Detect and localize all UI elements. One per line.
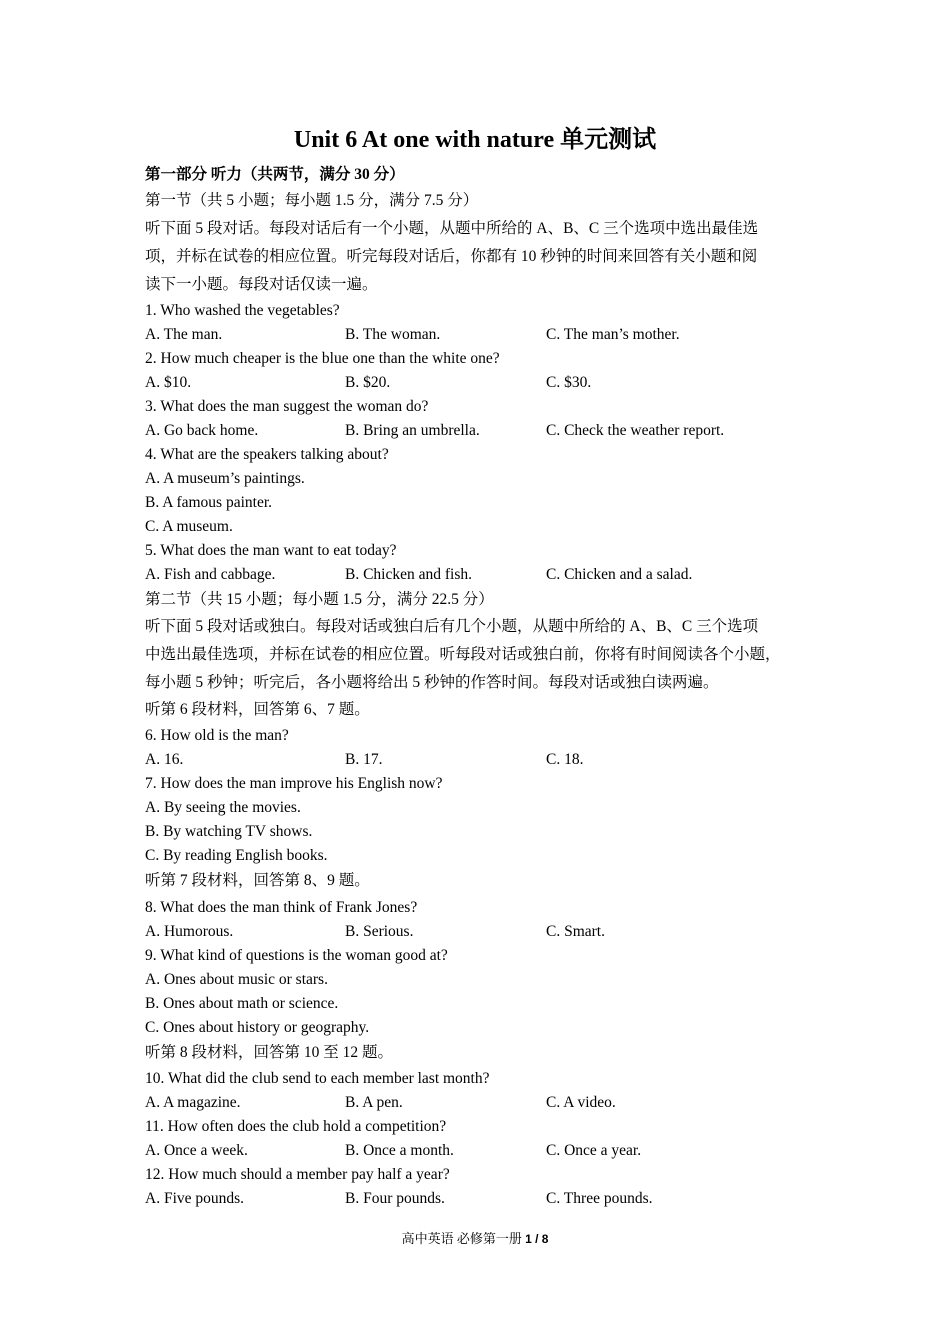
material-7-heading: 听第 7 段材料，回答第 8、9 题。 — [145, 872, 370, 889]
question-9: 9. What kind of questions is the woman good at? — [145, 947, 448, 964]
question-5: 5. What does the man want to eat today? — [145, 542, 397, 559]
option-b: B. Four pounds. — [345, 1190, 445, 1207]
option-c: C. Smart. — [546, 923, 605, 940]
option-a: A. A museum’s paintings. — [145, 470, 305, 487]
option-b: B. 17. — [345, 751, 383, 768]
option-b: B. The woman. — [345, 326, 441, 343]
question-2: 2. How much cheaper is the blue one than the white one? — [145, 350, 500, 367]
option-c: C. By reading English books. — [145, 847, 328, 864]
question-8: 8. What does the man think of Frank Jones? — [145, 899, 418, 916]
section2-instructions-line: 听下面 5 段对话或独白。每段对话或独白后有几个小题，从题中所给的 A、B、C 三个选项 — [145, 618, 759, 635]
option-a: A. Go back home. — [145, 422, 259, 439]
question-10: 10. What did the club send to each member last month? — [145, 1070, 490, 1087]
question-3: 3. What does the man suggest the woman do? — [145, 398, 429, 415]
option-c: C. $30. — [546, 374, 592, 391]
question-4: 4. What are the speakers talking about? — [145, 446, 389, 463]
option-b: B. By watching TV shows. — [145, 823, 313, 840]
option-a: A. Humorous. — [145, 923, 234, 940]
option-a: A. The man. — [145, 326, 223, 343]
option-b: B. Once a month. — [345, 1142, 454, 1159]
section1-instructions-line: 读下一小题。每段对话仅读一遍。 — [145, 276, 378, 293]
option-c: C. Chicken and a salad. — [546, 566, 693, 583]
option-b: B. $20. — [345, 374, 391, 391]
question-11: 11. How often does the club hold a competition? — [145, 1118, 447, 1135]
page-footer — [0, 1229, 950, 1249]
option-b: B. Bring an umbrella. — [345, 422, 480, 439]
option-b: B. A famous painter. — [145, 494, 273, 511]
option-a: A. By seeing the movies. — [145, 799, 301, 816]
option-c: C. Three pounds. — [546, 1190, 653, 1207]
section2-instructions-line: 每小题 5 秒钟；听完后，各小题将给出 5 秒钟的作答时间。每段对话或独白读两遍。 — [145, 674, 719, 691]
option-c: C. Ones about history or geography. — [145, 1019, 370, 1036]
material-8-heading: 听第 8 段材料，回答第 10 至 12 题。 — [145, 1044, 394, 1061]
option-a: A. Fish and cabbage. — [145, 566, 276, 583]
option-a: A. $10. — [145, 374, 192, 391]
option-c: C. Check the weather report. — [546, 422, 725, 439]
option-a: A. Ones about music or stars. — [145, 971, 328, 988]
option-b: B. Serious. — [345, 923, 414, 940]
page-number: 1 / 8 — [525, 1232, 549, 1246]
material-6-heading: 听第 6 段材料，回答第 6、7 题。 — [145, 701, 370, 718]
option-c: C. A museum. — [145, 518, 233, 535]
section1-instructions-line: 听下面 5 段对话。每段对话后有一个小题，从题中所给的 A、B、C 三个选项中选出最佳选 — [145, 220, 759, 237]
question-12: 12. How much should a member pay half a year? — [145, 1166, 450, 1183]
option-b: B. Ones about math or science. — [145, 995, 339, 1012]
option-b: B. A pen. — [345, 1094, 403, 1111]
option-a: A. Five pounds. — [145, 1190, 245, 1207]
option-c: C. A video. — [546, 1094, 616, 1111]
question-1: 1. Who washed the vegetables? — [145, 302, 340, 319]
part1-heading: 第一部分 听力（共两节，满分 30 分） — [145, 166, 405, 183]
option-c: C. The man’s mother. — [546, 326, 680, 343]
footer-label: 高中英语 必修第一册 — [401, 1231, 526, 1246]
section1-instructions-line: 项，并标在试卷的相应位置。听完每段对话后，你都有 10 秒钟的时间来回答有关小题和阅 — [145, 248, 758, 265]
page-title: Unit 6 At one with nature 单元测试 — [293, 127, 657, 153]
option-c: C. 18. — [546, 751, 584, 768]
option-a: A. 16. — [145, 751, 184, 768]
section2-instructions-line: 中选出最佳选项，并标在试卷的相应位置。听每段对话或独白前，你将有时间阅读各个小题， — [145, 646, 781, 663]
section2-heading: 第二节（共 15 小题；每小题 1.5 分，满分 22.5 分） — [145, 591, 494, 608]
option-a: A. A magazine. — [145, 1094, 241, 1111]
section1-heading: 第一节（共 5 小题；每小题 1.5 分，满分 7.5 分） — [145, 192, 479, 209]
question-7: 7. How does the man improve his English now? — [145, 775, 443, 792]
option-a: A. Once a week. — [145, 1142, 248, 1159]
option-c: C. Once a year. — [546, 1142, 642, 1159]
question-6: 6. How old is the man? — [145, 727, 289, 744]
option-b: B. Chicken and fish. — [345, 566, 472, 583]
